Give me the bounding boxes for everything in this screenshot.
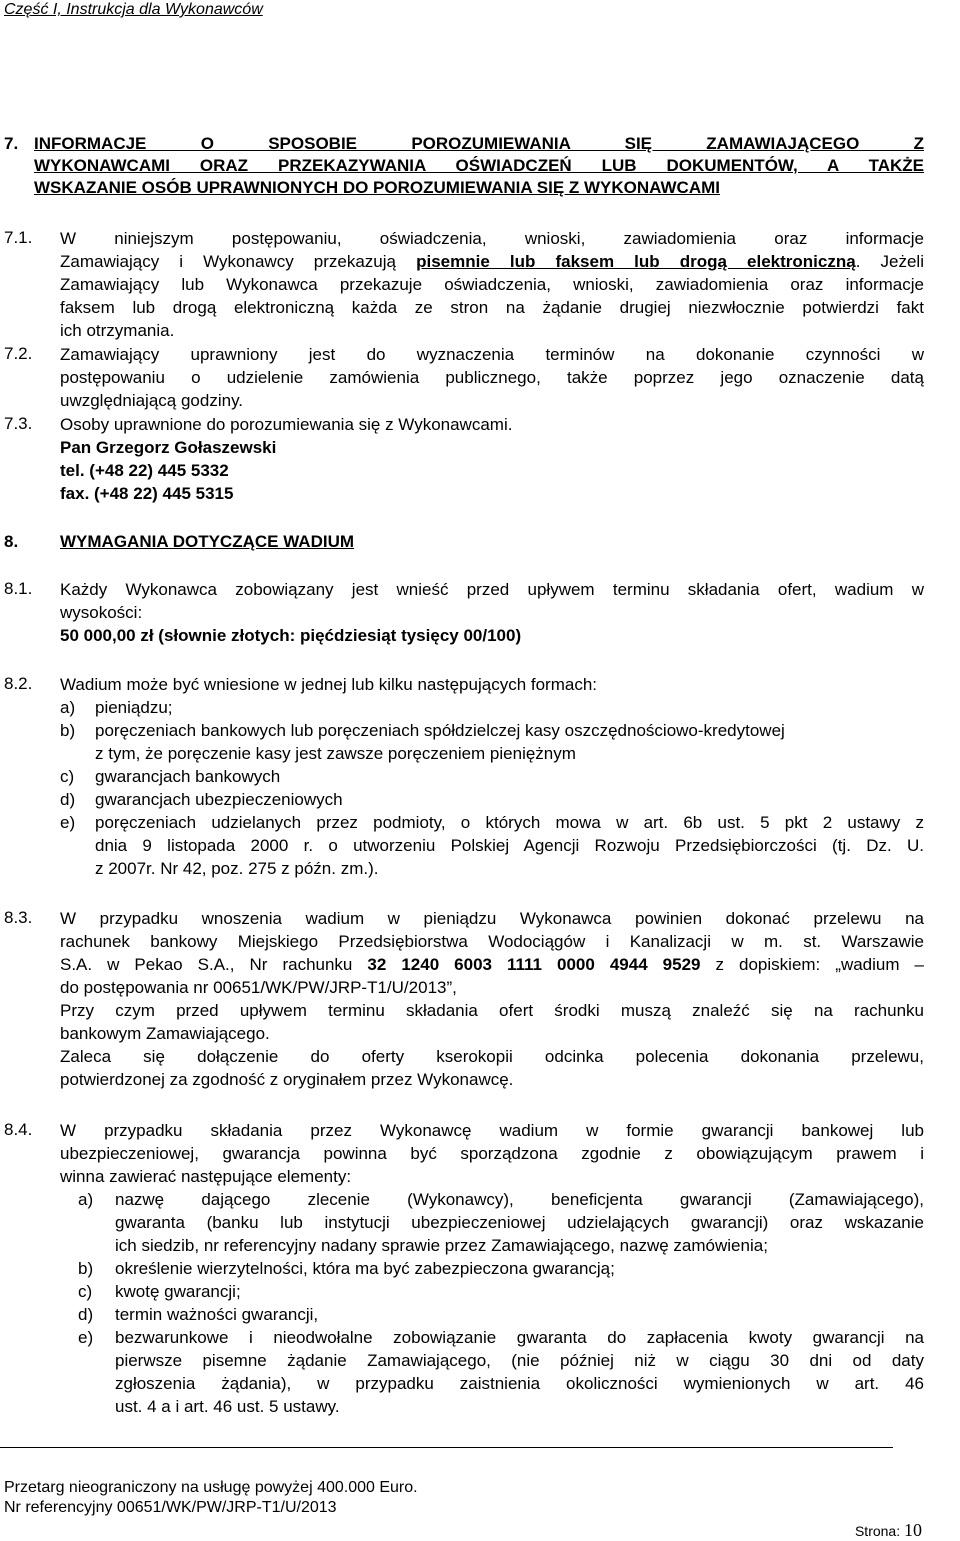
list-item: gwarancjach ubezpieczeniowych	[95, 790, 343, 809]
list-marker: c)	[60, 767, 75, 786]
list-marker: d)	[60, 790, 76, 809]
list-marker: e)	[60, 813, 76, 832]
list-marker: a)	[78, 1190, 94, 1209]
paragraph-7-2: Zamawiający uprawniony jest do wyznaczenia terminów na dokonanie czynności w postępowaniu o udzielenie zamówienia publicznego, także poprzez jego oznaczenie datą uwzględniającą godziny.	[60, 345, 924, 410]
list-marker: a)	[60, 698, 76, 717]
list-item: nazwę dającego zlecenie (Wykonawcy), beneficjenta gwarancji (Zamawiającego), gwaranta (banku lub instytucji ubezpieczeniowej udzielających gwarancji) oraz wskazanie ich siedzib, nr referencyjny nadany sprawie przez Zamawiającego, nazwę zamówienia;	[115, 1190, 924, 1255]
list-item: poręczeniach udzielanych przez podmioty, o których mowa w art. 6b ust. 5 pkt 2 ustawy z dnia 9 listopada 2000 r. o utworzeniu Polskiej Agencji Rozwoju Przedsiębiorczości (tj. Dz. U. z 2007r. Nr 42, poz. 275 z późn. zm.).	[95, 813, 924, 878]
list-marker: c)	[78, 1282, 93, 1301]
paragraph-8-4: W przypadku składania przez Wykonawcę wadium w formie gwarancji bankowej lub ubezpieczeniowej, gwarancja powinna być sporządzona zgodnie z obowiązującym prawem i winna zawierać następujące elementy:	[60, 1121, 924, 1186]
emphasis-text: pisemnie lub faksem lub drogą elektroniczną	[416, 252, 856, 271]
section-number: 7.	[4, 134, 19, 153]
list-item: termin ważności gwarancji,	[115, 1305, 319, 1324]
paragraph-8-3: W przypadku wnoszenia wadium w pieniądzu Wykonawca powinien dokonać przelewu na rachunek bankowy Miejskiego Przedsiębiorstwa Wodociągów i Kanalizacji w m. st. Warszawie S.A. w Pekao S.A., Nr rachunku 32 1240 6003 1111 0000 4944 9529 z dopiskiem: „wadium – do postępowania nr 00651/WK/PW/JRP-T1/U/2013”, Przy czym przed upływem terminu składania ofert środki muszą znaleźć się na rachunku bankowym Zamawiającego. Zaleca się dołączenie do oferty kserokopii odcinka polecenia dokonania przelewu, potwierdzonej za zgodność z oryginałem przez Wykonawcę.	[60, 909, 924, 1089]
page-header: Część I, Instrukcja dla Wykonawców	[4, 1, 263, 18]
list-item: bezwarunkowe i nieodwołalne zobowiązanie gwaranta do zapłacenia kwoty gwarancji na pierwsze pisemne żądanie Zamawiającego, (nie później niż w ciągu 30 dni od daty zgłoszenia żądania), w przypadku zaistnienia okoliczności wymienionych w art. 46 ust. 4 a i art. 46 ust. 5 ustawy.	[115, 1328, 924, 1416]
paragraph-8-1: Każdy Wykonawca zobowiązany jest wnieść przed upływem terminu składania ofert, wadium w wysokości: 50 000,00 zł (słownie złotych: pięćdziesiąt tysięcy 00/100)	[60, 580, 924, 645]
section-number: 8.	[4, 532, 19, 551]
account-number: 32 1240 6003 1111 0000 4944 9529	[367, 955, 701, 974]
paragraph-number: 8.3.	[4, 908, 33, 927]
page-number: Strona: 10	[854, 1520, 922, 1540]
paragraph-number: 7.3.	[4, 414, 33, 433]
list-marker: b)	[78, 1259, 94, 1278]
footer-text: Przetarg nieograniczony na usługę powyżej 400.000 Euro.	[4, 1479, 418, 1496]
list-marker: d)	[78, 1305, 94, 1324]
section-title: WYMAGANIA DOTYCZĄCE WADIUM	[60, 532, 355, 551]
list-item: kwotę gwarancji;	[115, 1282, 241, 1301]
list-item: gwarancjach bankowych	[95, 767, 281, 786]
contact-fax: fax. (+48 22) 445 5315	[60, 484, 234, 503]
contact-name: Pan Grzegorz Gołaszewski	[60, 438, 277, 457]
paragraph-number: 8.4.	[4, 1120, 33, 1139]
contact-phone: tel. (+48 22) 445 5332	[60, 461, 229, 480]
paragraph-7-1: W niniejszym postępowaniu, oświadczenia, wnioski, zawiadomienia oraz informacje Zamawiający i Wykonawcy przekazują pisemnie lub faksem lub drogą elektroniczną. Jeżeli Zamawiający lub Wykonawca przekazuje oświadczenia, wnioski, zawiadomienia oraz informacje faksem lub drogą elektroniczną każda ze stron na żądanie drugiej niezwłocznie potwierdzi fakt ich otrzymania.	[60, 229, 924, 340]
list-marker: e)	[78, 1328, 94, 1347]
paragraph-number: 7.1.	[4, 228, 33, 247]
list-item: określenie wierzytelności, która ma być zabezpieczona gwarancją;	[115, 1259, 615, 1278]
section-title: INFORMACJE O SPOSOBIE POROZUMIEWANIA SIĘ ZAMAWIAJĄCEGO Z WYKONAWCAMI ORAZ PRZEKAZYWANIA OŚWIADCZEŃ LUB DOKUMENTÓW, A TAKŻE WSKAZANIE OSÓB UPRAWNIONYCH DO POROZUMIEWANIA SIĘ Z WYKONAWCAMI	[34, 134, 924, 197]
list-marker: b)	[60, 721, 76, 740]
paragraph-8-2: Wadium może być wniesione w jednej lub kilku następujących formach:	[60, 675, 598, 694]
paragraph-number: 7.2.	[4, 344, 33, 363]
footer-reference: Nr referencyjny 00651/WK/PW/JRP-T1/U/2013	[4, 1499, 337, 1516]
paragraph-number: 8.2.	[4, 674, 33, 693]
wadium-amount: 50 000,00 zł (słownie złotych: pięćdziesiąt tysięcy 00/100)	[60, 626, 522, 645]
list-item: poręczeniach bankowych lub poręczeniach spółdzielczej kasy oszczędnościowo-kredytowej z tym, że poręczenie kasy jest zawsze poręczeniem pieniężnym	[95, 721, 785, 763]
footer-divider	[0, 1447, 893, 1448]
list-item: pieniądzu;	[95, 698, 173, 717]
paragraph-number: 8.1.	[4, 579, 33, 598]
paragraph-7-3: Osoby uprawnione do porozumiewania się z Wykonawcami. Pan Grzegorz Gołaszewski tel. (+48 22) 445 5332 fax. (+48 22) 445 5315	[60, 413, 924, 505]
